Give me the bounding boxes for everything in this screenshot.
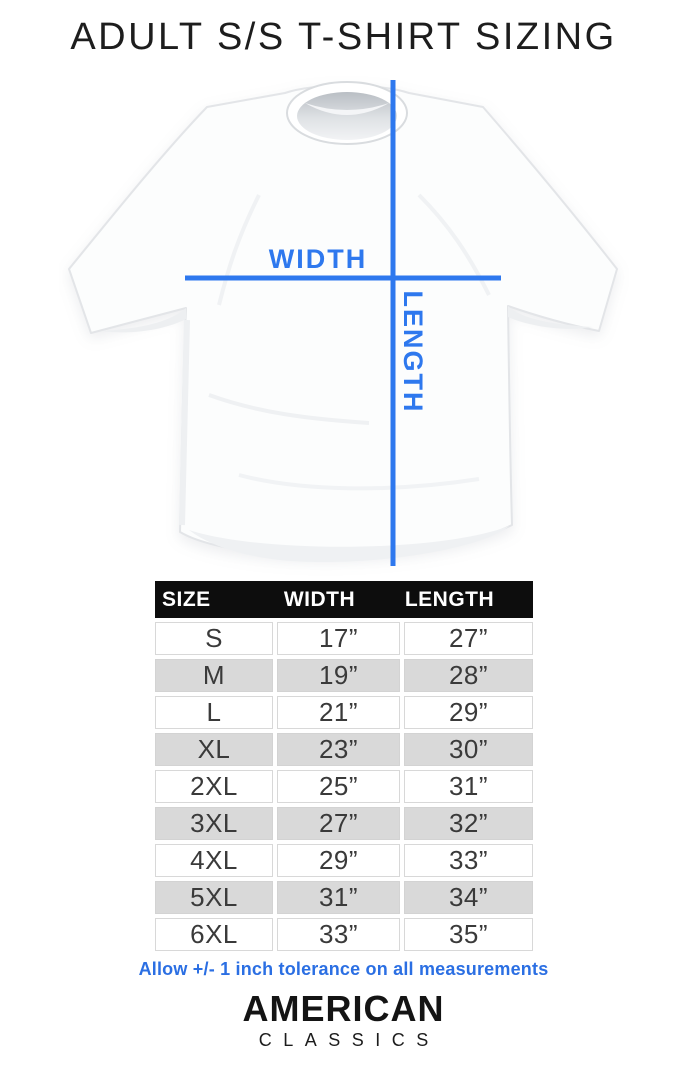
size-cell: 6XL bbox=[155, 918, 273, 951]
brand-subtitle: CLASSICS bbox=[258, 1029, 440, 1050]
tolerance-note: Allow +/- 1 inch tolerance on all measurements bbox=[138, 959, 549, 979]
tshirt-svg bbox=[59, 75, 629, 585]
table-row bbox=[155, 844, 533, 877]
size-cell: 4XL bbox=[155, 844, 273, 877]
size-cell: S bbox=[155, 622, 273, 655]
length-cell: 29” bbox=[404, 696, 533, 729]
header-cell-length: LENGTH bbox=[404, 587, 495, 611]
page-title: ADULT S/S T-SHIRT SIZING bbox=[70, 16, 617, 58]
table-row bbox=[155, 659, 533, 692]
width-cell: 25” bbox=[277, 770, 400, 803]
size-cell: M bbox=[155, 659, 273, 692]
size-cell: 2XL bbox=[155, 770, 273, 803]
brand-logo bbox=[0, 990, 687, 1051]
length-cell: 34” bbox=[404, 881, 533, 914]
header-cell-width: WIDTH bbox=[283, 587, 356, 611]
width-cell: 23” bbox=[277, 733, 400, 766]
length-cell: 31” bbox=[404, 770, 533, 803]
length-cell: 27” bbox=[404, 622, 533, 655]
width-cell: 17” bbox=[277, 622, 400, 655]
length-cell: 35” bbox=[404, 918, 533, 951]
length-cell: 33” bbox=[404, 844, 533, 877]
header-cell-size: SIZE bbox=[162, 587, 211, 611]
table-row bbox=[155, 696, 533, 729]
width-cell: 31” bbox=[277, 881, 400, 914]
size-table bbox=[155, 581, 533, 951]
length-cell: 32” bbox=[404, 807, 533, 840]
table-row bbox=[155, 918, 533, 951]
size-cell: 3XL bbox=[155, 807, 273, 840]
table-body bbox=[155, 622, 533, 951]
collar-opening bbox=[297, 92, 397, 140]
table-row bbox=[155, 881, 533, 914]
width-label: WIDTH bbox=[268, 244, 368, 274]
brand-name: AMERICAN bbox=[242, 988, 445, 1029]
width-cell: 21” bbox=[277, 696, 400, 729]
table-row bbox=[155, 733, 533, 766]
tshirt-diagram bbox=[59, 75, 629, 585]
size-cell: L bbox=[155, 696, 273, 729]
table-header bbox=[155, 581, 533, 618]
width-cell: 29” bbox=[277, 844, 400, 877]
width-cell: 27” bbox=[277, 807, 400, 840]
table-row bbox=[155, 807, 533, 840]
size-cell: 5XL bbox=[155, 881, 273, 914]
length-label: LENGTH bbox=[398, 290, 428, 414]
length-cell: 28” bbox=[404, 659, 533, 692]
length-cell: 30” bbox=[404, 733, 533, 766]
table-row bbox=[155, 770, 533, 803]
size-cell: XL bbox=[155, 733, 273, 766]
width-cell: 19” bbox=[277, 659, 400, 692]
width-cell: 33” bbox=[277, 918, 400, 951]
table-row bbox=[155, 622, 533, 655]
